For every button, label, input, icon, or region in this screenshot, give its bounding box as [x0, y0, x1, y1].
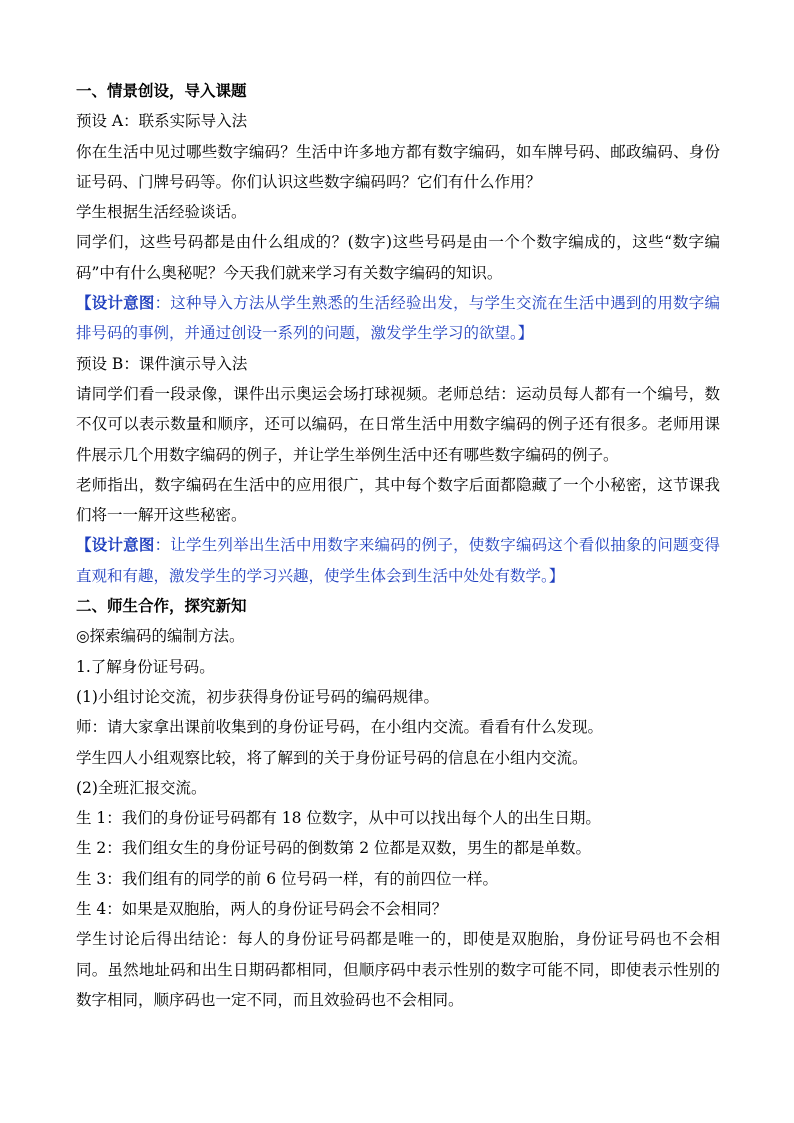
paragraph-student-talk: 学生根据生活经验谈话。 [76, 203, 247, 222]
item-id-number: 1.了解身份证号码。 [76, 657, 215, 676]
paragraph-conclusion: 学生讨论后得出结论：每人的身份证号码都是唯一的，即使是双胞胎，身份证号码也不会相同。虽然地址码和出生日期码都相同，但顺序码中表示性别的数字可能不同，即使表示性别的数字相同，顺序码也一定不同，而且效验码也不会相同。 [76, 930, 720, 1009]
design-intent-1-label: 设计意图 [91, 293, 155, 313]
teacher-instruction: 师：请大家拿出课前收集到的身份证号码，在小组内交流。看看有什么发现。 [76, 718, 604, 737]
student-1-answer: 生 1：我们的身份证号码都有 18 位数字，从中可以找出每个人的出生日期。 [76, 809, 601, 828]
preset-b: 预设 B：课件演示导入法 [76, 354, 248, 373]
sub-item-class-report: (2)全班汇报交流。 [76, 778, 207, 797]
design-intent-1-open: 【 [76, 293, 92, 313]
document-page [76, 76, 720, 1015]
student-group-observe: 学生四人小组观察比较，将了解到的关于身份证号码的信息在小组内交流。 [76, 748, 588, 767]
section1-heading: 一、情景创设，导入课题 [76, 81, 247, 100]
sub-item-group-discussion: (1)小组讨论交流，初步获得身份证号码的编码规律。 [76, 687, 439, 706]
design-intent-2-text: ：让学生列举出生活中用数字来编码的例子，使数字编码这个看似抽象的问题变得直观和有趣，激发学生的学习兴趣，使学生体会到生活中处处有数学。】 [76, 536, 720, 585]
preset-a: 预设 A：联系实际导入法 [76, 112, 248, 131]
design-intent-1 [76, 288, 720, 349]
paragraph-teacher-points-out: 老师指出，数字编码在生活中的应用很广，其中每个数字后面都隐藏了一个小秘密，这节课我们将一一解开这些秘密。 [76, 475, 720, 525]
design-intent-1-text: ：这种导入方法从学生熟悉的生活经验出发，与学生交流在生活中遇到的用数字编排号码的事例，并通过创设一系列的问题，激发学生学习的欲望。】 [76, 294, 720, 343]
design-intent-2-label: 设计意图 [91, 535, 155, 555]
section2-heading: 二、师生合作，探究新知 [76, 596, 247, 616]
student-2-answer: 生 2：我们组女生的身份证号码的倒数第 2 位都是双数，男生的都是单数。 [76, 839, 592, 858]
student-3-answer: 生 3：我们组有的同学的前 6 位号码一样，有的前四位一样。 [76, 869, 499, 888]
design-intent-2 [76, 530, 720, 591]
student-4-question: 生 4：如果是双胞胎，两人的身份证号码会不会相同？ [76, 900, 448, 919]
paragraph-number-composition: 同学们，这些号码都是由什么组成的？(数字)这些号码是由一个个数字编成的，这些“数字编码”中有什么奥秘呢？今天我们就来学习有关数字编码的知识。 [76, 233, 720, 282]
explore-coding-methods: ◎探索编码的编制方法。 [76, 627, 245, 646]
paragraph-video-demo: 请同学们看一段录像，课件出示奥运会场打球视频。老师总结：运动员每人都有一个编号，数不仅可以表示数量和顺序，还可以编码，在日常生活中用数字编码的例子还有很多。老师用课件展示几个用数字编码的例子，并让学生举例生活中还有哪些数字编码的例子。 [76, 384, 720, 464]
paragraph-intro-question: 你在生活中见过哪些数字编码？生活中许多地方都有数字编码，如车牌号码、邮政编码、身份证号码、门牌号码等。你们认识这些数字编码吗？它们有什么作用？ [76, 142, 720, 191]
design-intent-2-open: 【 [76, 535, 92, 555]
